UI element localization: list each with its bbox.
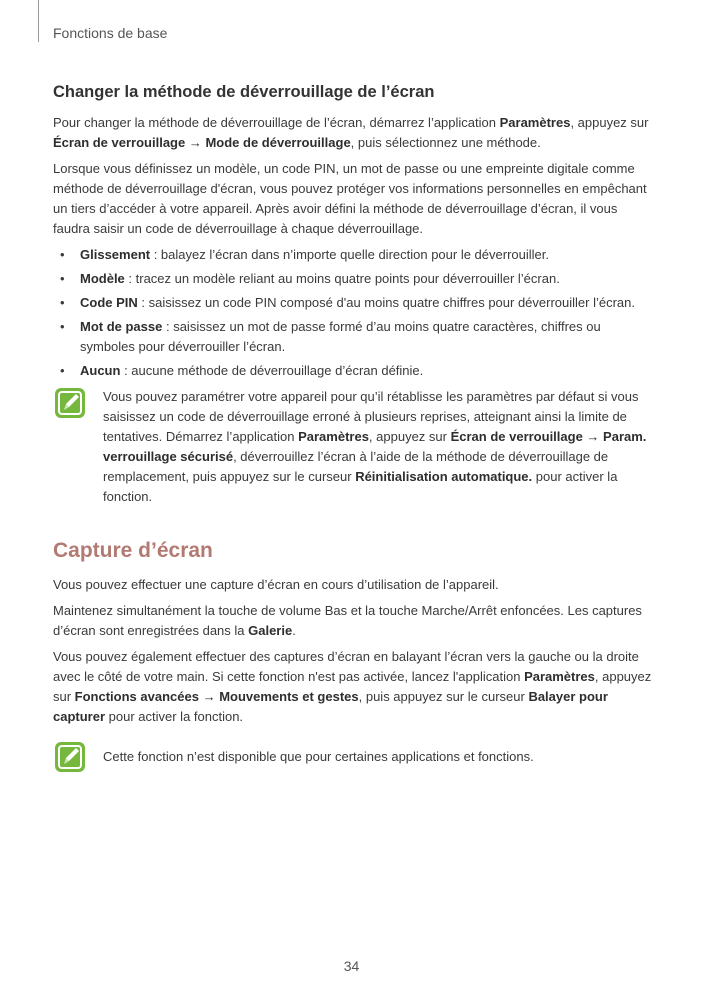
list-item: • Mot de passe : saisissez un mot de passe formé d’au moins quatre caractères, chiffres ou symboles pour déverrouiller l’écran.	[60, 319, 601, 354]
note-availability	[53, 741, 653, 767]
note-pencil-icon	[54, 387, 86, 419]
screenshot-paragraph-1: Vous pouvez effectuer une capture d’écran en cours d’utilisation de l’appareil.	[53, 577, 499, 592]
list-item: • Aucun : aucune méthode de déverrouillage d’écran définie.	[60, 363, 424, 378]
security-paragraph: Lorsque vous définissez un modèle, un code PIN, un mot de passe ou une empreinte digitale comme méthode de déverrouillage d'écran, vous pouvez protéger vos informations personnelles en empêchant un tiers d’accéder à votre appareil. Après avoir défini la méthode de déverrouillage d’écran, il vous faudra saisir un code de déverrouillage à chaque déverrouillage.	[53, 161, 647, 236]
page-content	[53, 83, 653, 767]
section-heading-screenshot: Capture d’écran	[53, 539, 213, 562]
page-header: Fonctions de base	[53, 25, 168, 41]
list-item: • Code PIN : saisissez un code PIN composé d'au moins quatre chiffres pour déverrouiller l’écran.	[60, 295, 636, 310]
note-pencil-icon	[54, 741, 86, 773]
note-availability-text: Cette fonction n’est disponible que pour certaines applications et fonctions.	[103, 749, 534, 764]
list-item: • Glissement : balayez l’écran dans n’importe quelle direction pour le déverrouiller.	[60, 247, 549, 262]
unlock-methods-list	[53, 245, 653, 381]
intro-paragraph: Pour changer la méthode de déverrouillage de l’écran, démarrez l’application Paramètres, appuyez sur Écran de verrouillage → Mode de déverrouillage, puis sélectionnez une méthode.	[53, 115, 649, 150]
page-number: 34	[343, 958, 360, 974]
note-reset-text: Vous pouvez paramétrer votre appareil pour qu’il rétablisse les paramètres par défaut si vous saisissez un code de déverrouillage erroné à plusieurs reprises, atteignant ainsi la limite de tentatives. Démarrez l’application Paramètres, appuyez sur Écran de verrouillage → Param. verrouillage sécurisé, déverrouillez l’écran à l’aide de la méthode de déverrouillage de remplacement, puis appuyez sur le curseur Réinitialisation automatique. pour activer la fonction.	[103, 389, 647, 504]
screenshot-paragraph-3: Vous pouvez également effectuer des captures d’écran en balayant l’écran vers la gauche ou la droite avec le côté de votre main. Si cette fonction n'est pas activée, lancez l'application Paramètres, appuyez sur Fonctions avancées → Mouvements et gestes, puis appuyez sur le curseur Balayer pour capturer pour activer la fonction.	[53, 649, 652, 724]
section-heading-unlock: Changer la méthode de déverrouillage de l’écran	[53, 83, 435, 101]
screenshot-paragraph-2: Maintenez simultanément la touche de volume Bas et la touche Marche/Arrêt enfoncées. Les captures d’écran sont enregistrées dans la Galerie.	[53, 603, 642, 638]
note-reset	[53, 387, 653, 507]
list-item: • Modèle : tracez un modèle reliant au moins quatre points pour déverrouiller l’écran.	[60, 271, 560, 286]
header-rule	[38, 0, 39, 42]
